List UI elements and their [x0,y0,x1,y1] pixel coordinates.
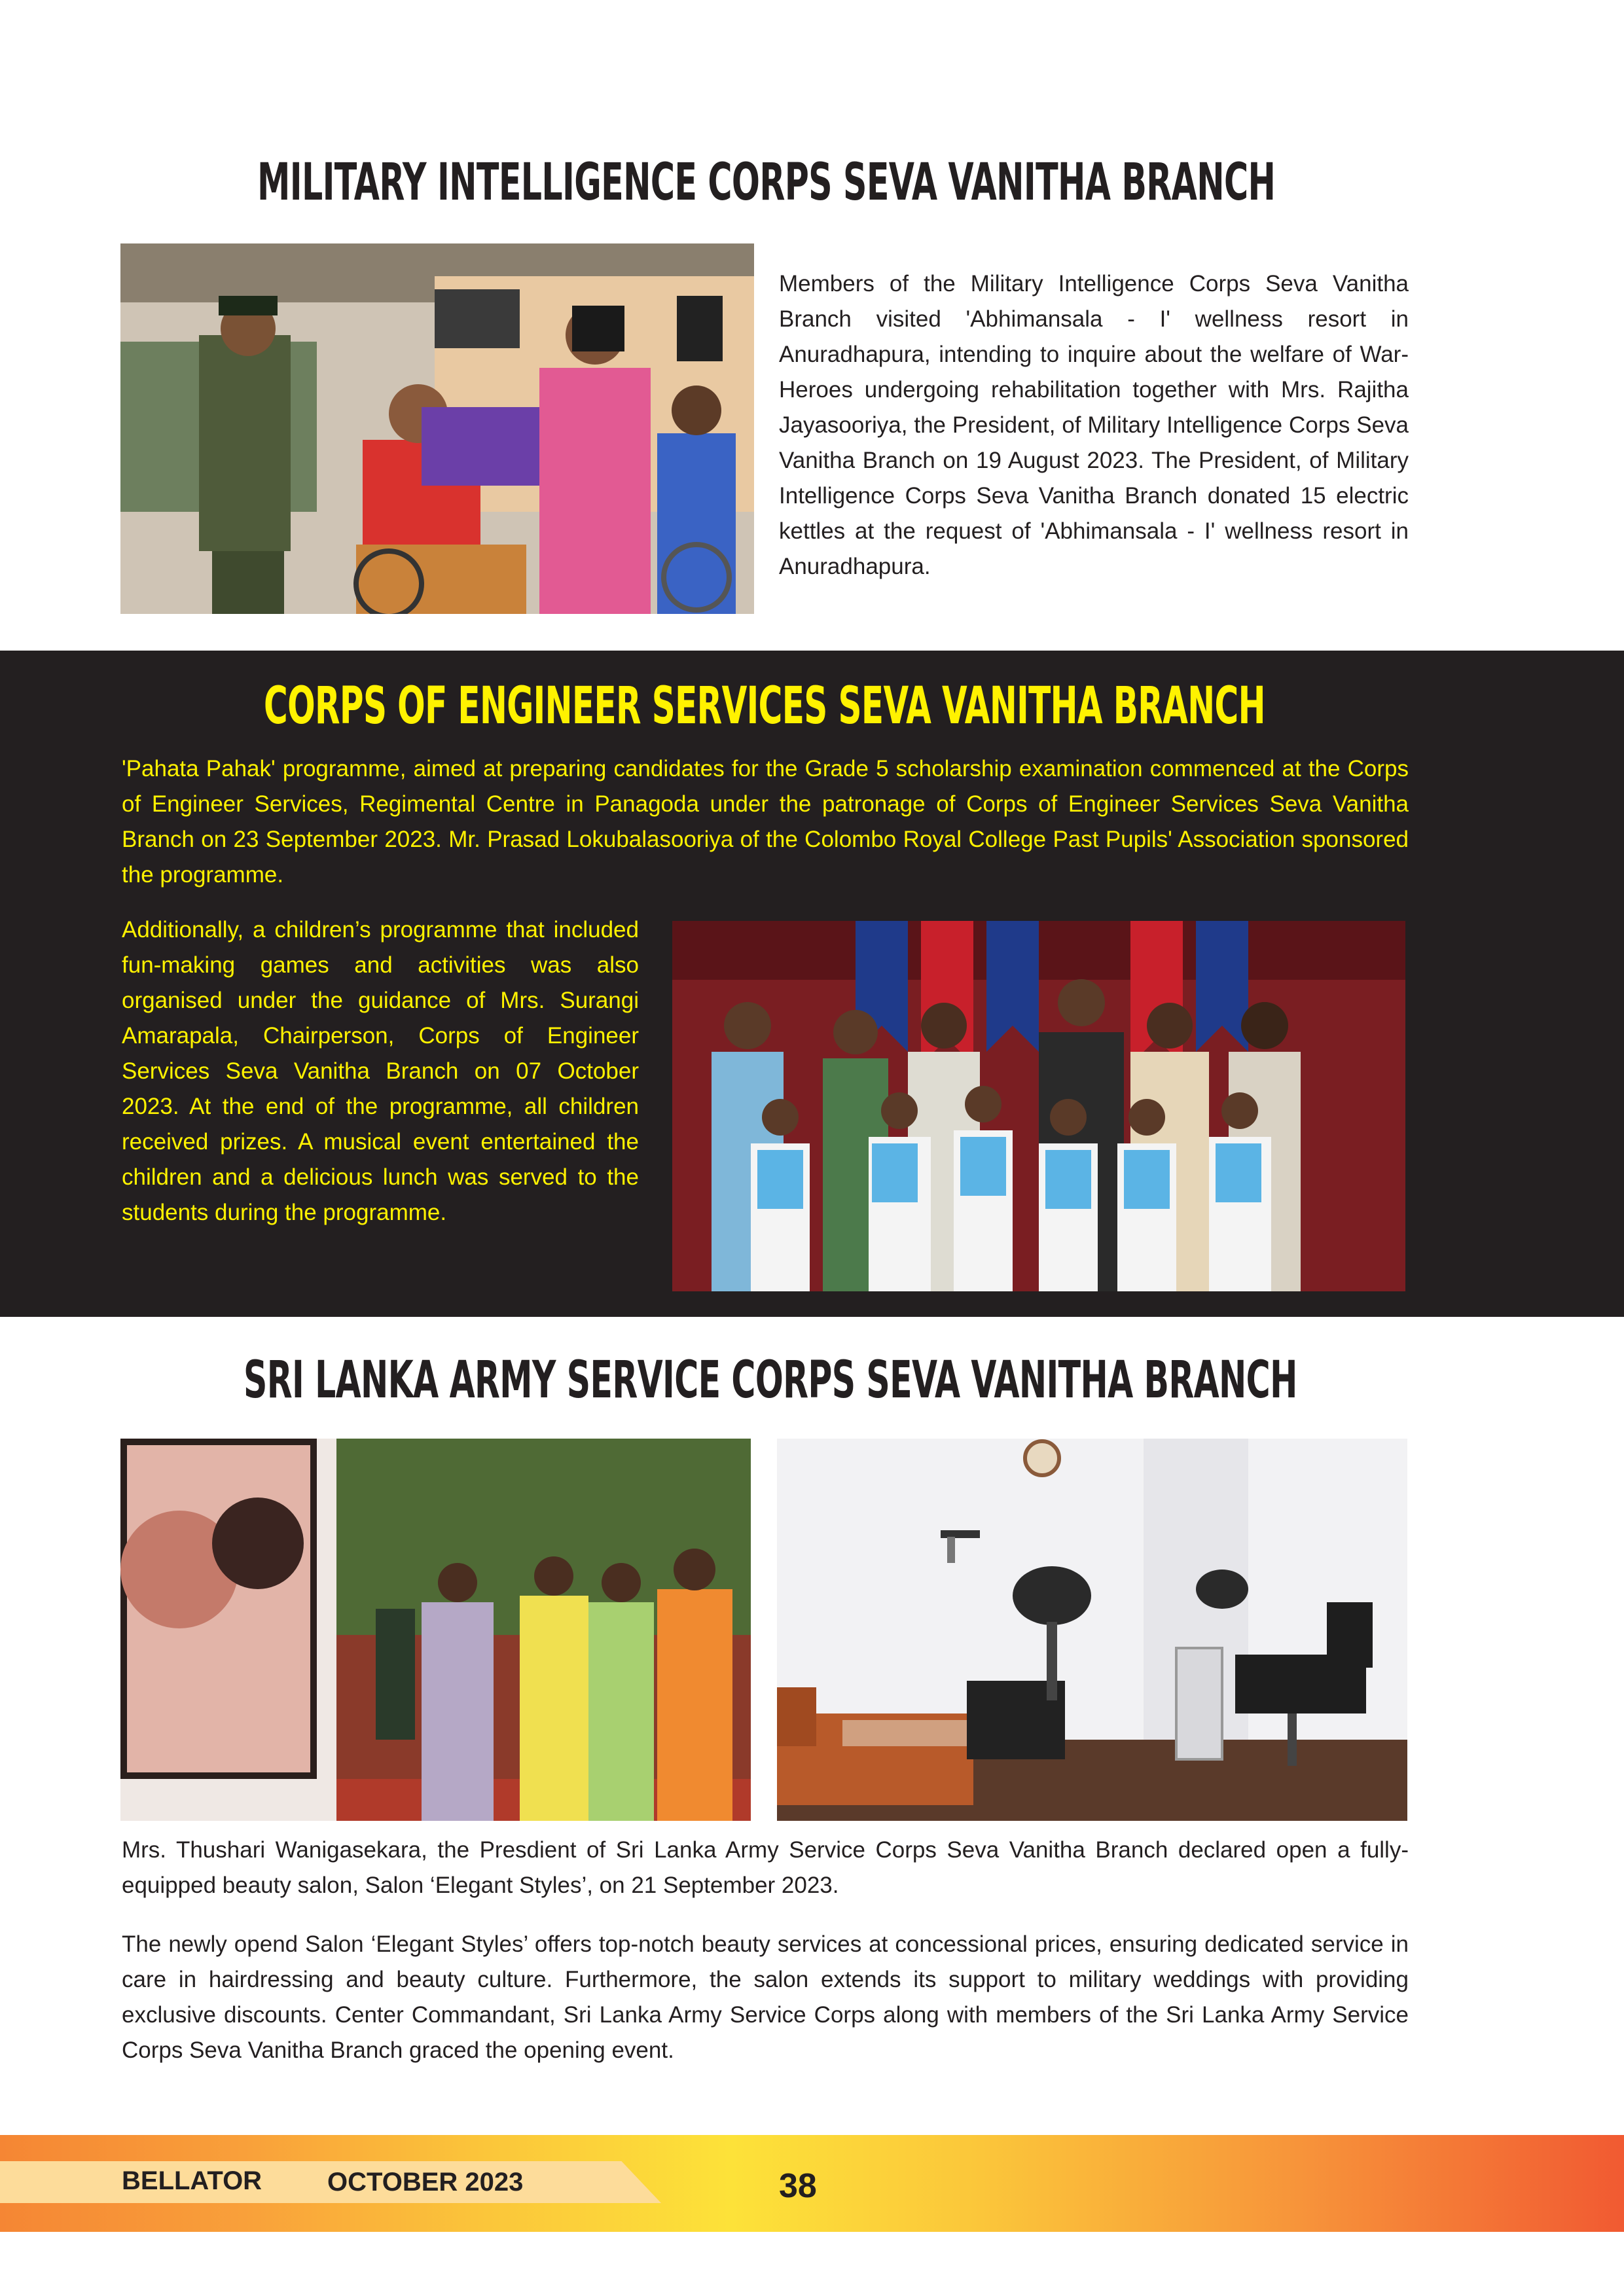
section-paragraph: 'Pahata Pahak' programme, aimed at preparing candidates for the Grade 5 scholarship examination commenced at the Corps of Engineer Services, Regimental Centre in Panagoda under the patronage of Corps of Engineer Services Seva Vanitha Branch on 23 September 2023. Mr. Prasad Lokubalasooriya of the Colombo Royal College Past Pupils' Association sponsored the programme. [122,756,1409,888]
section-title-engineer-services: CORPS OF ENGINEER SERVICES SEVA VANITHA BRANCH [264,677,1265,736]
section-paragraph: The newly opend Salon ‘Elegant Styles’ offers top-notch beauty services at concessional prices, ensuring dedicated service in care in hairdressing and beauty culture. Furthermore, the salon extends its support to military weddings with providing exclusive discounts. Center Commandant, Sri Lanka Army Service Corps along with members of the Sri Lanka Army Service Corps Seva Vanitha Branch graced the opening event. [122,1931,1409,2063]
photo-salon-opening [120,1439,751,1821]
photo-rehabilitation-visit [120,243,754,614]
section-paragraph: Members of the Military Intelligence Corps Seva Vanitha Branch visited 'Abhimansala - I' wellness resort in Anuradhapura, intending to inquire about the welfare of War-Heroes undergoing rehabilitation together with Mrs. Rajitha Jayasooriya, the President, of Military Intelligence Corps Seva Vanitha Branch on 19 August 2023. The President, of Military Intelligence Corps Seva Vanitha Branch donated 15 electric kettles at the request of 'Abhimansala - I' wellness resort in Anuradhapura. [779,271,1409,579]
photo-salon-interior [777,1439,1407,1821]
page-number: 38 [779,2167,817,2205]
photo-children-programme [672,921,1405,1291]
footer-issue-date: OCTOBER 2023 [327,2168,524,2197]
section-title-army-service-corps: SRI LANKA ARMY SERVICE CORPS SEVA VANITHA BRANCH [244,1351,1297,1410]
section-paragraph: Mrs. Thushari Wanigasekara, the Presdient of Sri Lanka Army Service Corps Seva Vanitha Branch declared open a fully-equipped beauty salon, Salon ‘Elegant Styles’, on 21 September 2023. [122,1837,1409,1898]
section-paragraph: Additionally, a children’s programme that included fun-making games and activities was also organised under the guidance of Mrs. Surangi Amarapala, Chairperson, Corps of Engineer Services Seva Vanitha Branch on 07 October 2023. At the end of the programme, all children received prizes. A musical event entertained the children and a delicious lunch was served to the students during the programme. [122,917,639,1225]
section-title-military-intelligence: MILITARY INTELLIGENCE CORPS SEVA VANITHA BRANCH [257,153,1276,212]
footer-magazine-name: BELLATOR [122,2166,262,2195]
